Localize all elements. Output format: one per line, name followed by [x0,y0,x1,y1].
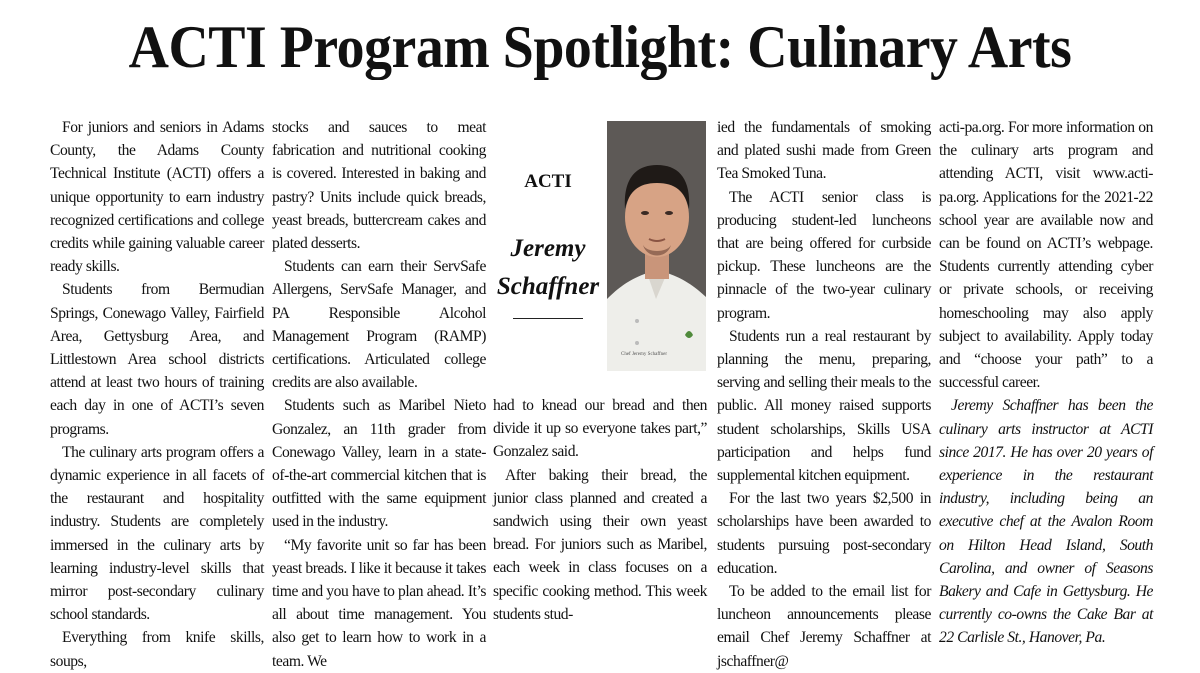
paragraph: stocks and sauces to meat fabrication and nutritional cooking is covered. Interested in baking and pastry? Units include quick breads, yeast breads, buttercream cakes and plated desserts. [272,119,486,253]
byline-author-first: Jeremy [510,235,586,262]
paragraph: Everything from knife skills, soups, [50,629,264,670]
paragraph: For the last two years $2,500 in scholarships have been awarded to students pursuing post-secondary education. [717,490,931,577]
byline-org: ACTI [524,171,572,192]
paragraph: “My favorite unit so far has been yeast breads. I like it because it takes time and you have to plan ahead. It’s all about time management. You also get to learn how to work in a team. We [272,536,486,670]
byline-author-last: Schaffner [496,273,600,300]
paragraph: Students such as Maribel Nieto Gonzalez, an 11th grader from Conewago Valley, learn in a state-of-the-art commercial kitchen that is outfitted with the same equipment used in the industry. [272,397,486,531]
paragraph: The culinary arts program offers a dynamic experience in all facets of the restaurant and hospitality industry. Students are completely immersed in the culinary arts by learning industry-level skills that mirror post-secondary culinary school standards. [50,443,264,624]
headline: ACTI Program Spotlight: Culinary Arts [128,14,1072,80]
byline-rule [513,318,583,319]
paragraph: The ACTI senior class is producing student-led luncheons that are being offered for curbside pickup. These luncheons are the pinnacle of the two-year culinary program. [717,188,931,322]
paragraph: For juniors and seniors in Adams County, the Adams County Technical Institute (ACTI) offers a unique opportunity to earn industry recognized certifications and college credits while gaining valuable career ready skills. [50,119,264,276]
article-column-1 [50,116,264,673]
byline-author [496,230,600,306]
article-column-2 [272,116,486,673]
author-photo [607,121,706,371]
paragraph: To be added to the email list for luncheon announcements please email Chef Jeremy Schaffner at jschaffner@ [717,583,931,670]
paragraph: Students from Bermudian Springs, Conewago Valley, Fairfield Area, Gettysburg Area, and Littlestown Area school districts attend at least two hours of training each day in one of ACTI’s seven programs. [50,281,264,438]
article-column-4 [717,116,931,673]
paragraph: acti-pa.org. For more information on the culinary arts program and attending ACTI, visit www.acti-pa.org. Applications for the 2021-22 school year are available now and can be found on ACTI’s webpage. Students currently attending cyber or private schools, or receiving homeschooling may also apply subject to availability. Apply today and “choose your path” to a successful career. [939,119,1153,392]
article-column-5 [939,116,1153,650]
paragraph: ied the fundamentals of smoking and plated sushi made from Green Tea Smoked Tuna. [717,119,931,183]
paragraph: had to knead our bread and then divide it up so everyone takes part,” Gonzalez said. [493,397,707,461]
article-column-3 [493,394,707,626]
coat-embroidery: Chef Jeremy Schaffner [621,352,668,357]
author-bio: Jeremy Schaffner has been the culinary arts instructor at ACTI since 2017. He has over 20 years of experience in the restaurant industry, including being an executive chef at the Avalon Room on Hilton Head Island, South Carolina, and owner of Seasons Bakery and Cafe in Gettysburg. He currently co-owns the Cake Bar at 22 Carlisle St., Hanover, Pa. [939,397,1153,647]
paragraph: Students can earn their ServSafe Allergens, ServSafe Manager, and PA Responsible Alcohol Management Program (RAMP) certifications. Articulated college credits are also available. [272,258,486,392]
paragraph: Students run a real restaurant by planning the menu, preparing, serving and selling their meals to the public. All money raised supports student scholarships, Skills USA participation and helps fund supplemental kitchen equipment. [717,327,931,485]
chef-portrait-image [607,121,706,371]
byline [496,170,600,319]
paragraph: After baking their bread, the junior class planned and created a sandwich using their own yeast bread. For juniors such as Maribel, each week in class focuses on a specific cooking method. This week students stud- [493,466,707,623]
